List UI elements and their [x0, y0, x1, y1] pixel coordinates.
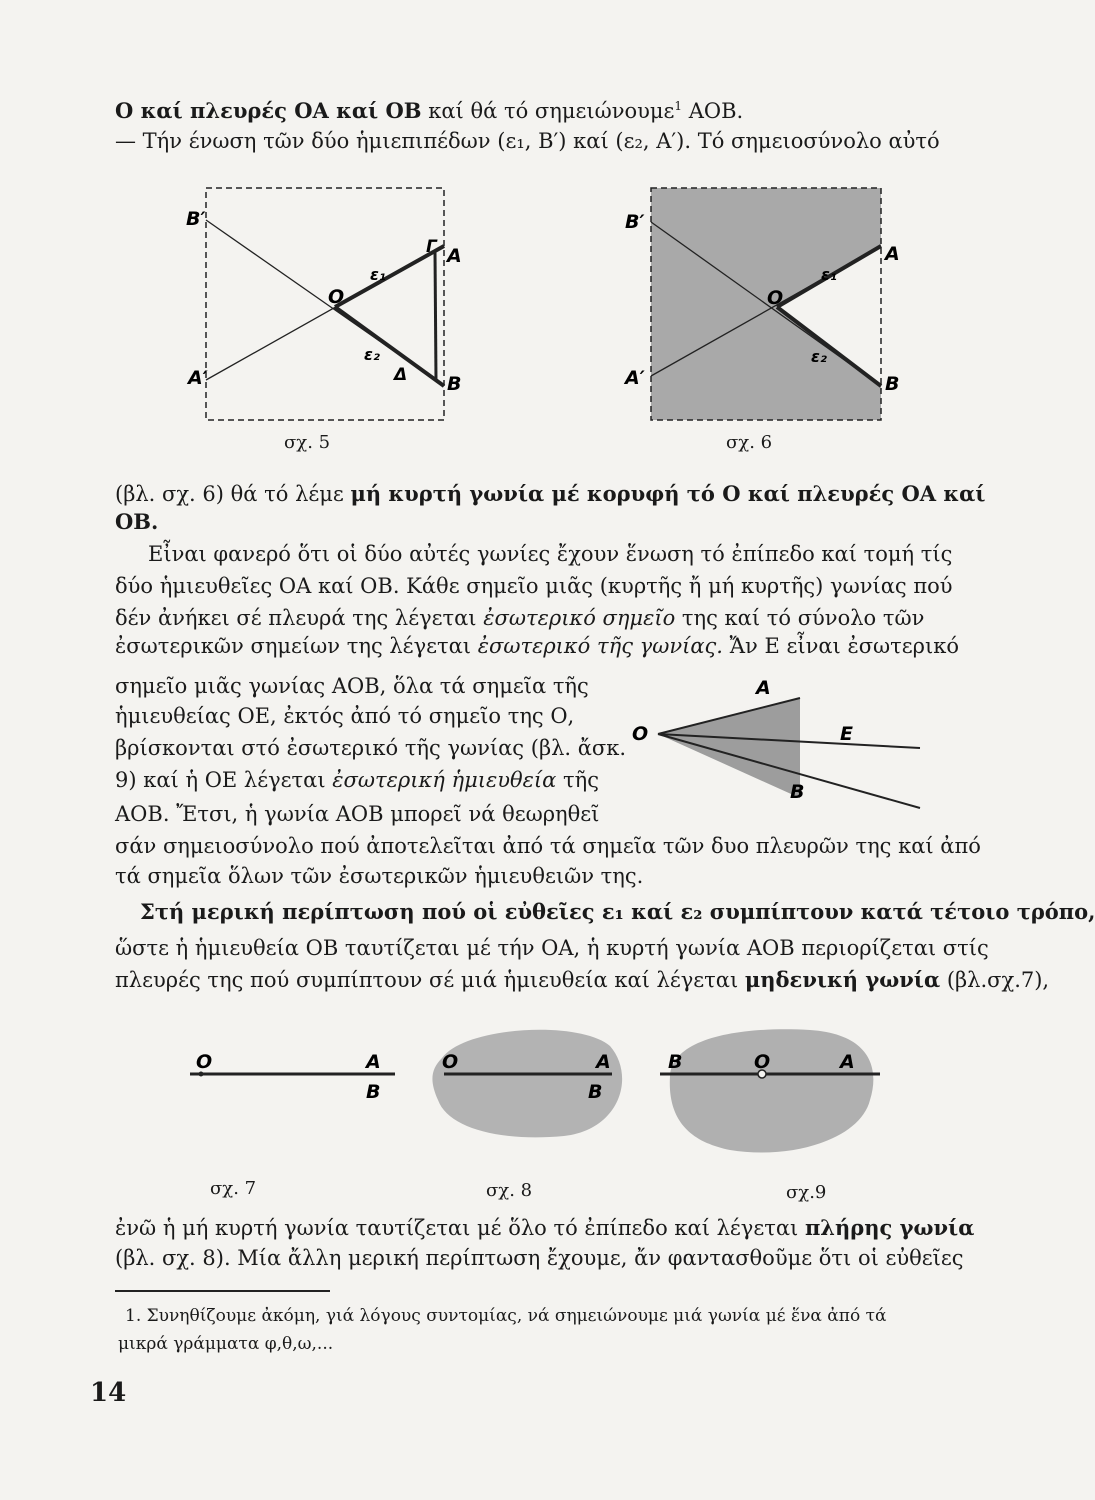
text-line-19 — [115, 1214, 974, 1242]
text: Ἔτσι, ἡ γωνία — [176, 802, 330, 826]
text-line-4: ΟΒ. — [115, 509, 159, 534]
text-line-1 — [115, 92, 743, 125]
footnote-ref: 1 — [674, 99, 683, 113]
label-E: E — [840, 723, 853, 745]
label-G: Γ — [426, 237, 437, 257]
label-B1: B′ — [186, 208, 206, 230]
text-line-17 — [115, 934, 989, 962]
label-B: B — [668, 1051, 683, 1073]
text: πλευρές της πού συμπίπτουν σέ μιά ἡμιευθεία καί λέγεται — [115, 968, 739, 992]
text-line-18 — [115, 966, 1049, 994]
label-A1: A′ — [188, 367, 208, 389]
bold-phrase: μηδενική γωνία — [744, 967, 941, 992]
label-O: O — [767, 287, 784, 309]
italic-term: ἐσωτερική ἡμιευθεία — [332, 768, 557, 792]
text: ἐνῶ ἡ μή κυρτή γωνία ταυτίζεται μέ ὅλο τό ἐπίπεδο καί λέγεται — [115, 1216, 799, 1240]
text-line-6: δύο ἡμιευθεῖες ΟΑ καί ΟΒ. Κάθε σημεῖο μιᾶς (κυρτῆς ἤ μή κυρτῆς) γωνίας πού — [115, 574, 953, 598]
angle-interior — [658, 698, 800, 798]
half-plane-region — [670, 1029, 874, 1152]
caption-fig5: σχ. 5 — [284, 432, 331, 453]
label-e1: ε₁ — [821, 265, 837, 284]
figure-9 — [660, 1029, 880, 1152]
label-B: B — [366, 1081, 381, 1103]
figure-interior-ray — [620, 668, 930, 818]
label-D: Δ — [394, 365, 408, 385]
text-line-10: ἡμιευθείας ΟΕ, ἐκτός ἀπό τό σημεῖο της Ο, — [115, 704, 575, 728]
page-number: 14 — [90, 1378, 127, 1408]
text-line-5: Εἶναι φανερό ὅτι οἱ δύο αὐτές γωνίες ἔχουν ἕνωση τό ἐπίπεδο καί τομή τίς — [148, 542, 953, 566]
text-line-7 — [115, 604, 924, 632]
footnote-rule — [115, 1290, 330, 1292]
dashed-frame — [206, 188, 444, 420]
caption-fig6: σχ. 6 — [726, 432, 773, 453]
label-A: A — [885, 243, 900, 265]
caption-fig9: σχ.9 — [786, 1182, 827, 1203]
label-O: O — [442, 1051, 459, 1073]
bold-phrase: μή κυρτή γωνία μέ κορυφή τό Ο καί πλευρές ΟΑ καί — [350, 481, 986, 506]
text-line-12 — [115, 766, 599, 794]
figures-7-8-9 — [180, 1020, 940, 1160]
segment-GD — [435, 252, 436, 380]
label-e2: ε₂ — [364, 345, 380, 364]
label-O: O — [328, 286, 345, 308]
bold-phrase: πλήρης γωνία — [804, 1215, 975, 1240]
label-A: A — [756, 677, 771, 699]
italic-term: ἐσωτερικό τῆς γωνίας. — [477, 634, 723, 658]
footnote-line-2: μικρά γράμματα φ,θ,ω,... — [118, 1334, 334, 1354]
angle-notation: ΑΟΒ. — [115, 802, 170, 826]
text-line-15: τά σημεῖα ὅλων τῶν ἐσωτερικῶν ἡμιευθειῶν της. — [115, 864, 644, 888]
label-B: B — [588, 1081, 603, 1103]
text-line-20: (βλ. σχ. 8). Μία ἄλλη μερική περίπτωση ἔχουμε, ἄν φαντασθοῦμε ὅτι οἱ εὐθεῖες — [115, 1246, 964, 1270]
text: της καί τό σύνολο τῶν — [681, 606, 925, 630]
label-A: A — [366, 1051, 381, 1073]
figure-8 — [432, 1030, 622, 1138]
caption-fig8: σχ. 8 — [486, 1180, 533, 1201]
angle-notation: ΑΟΒ — [746, 936, 795, 960]
text: καί θά τό σημειώνουμε — [428, 99, 675, 123]
label-e2: ε₂ — [811, 347, 827, 366]
label-B: B — [790, 781, 805, 803]
figure-6 — [615, 180, 915, 430]
text: ὥστε ἡ ἡμιευθεία ΟΒ ταυτίζεται μέ τήν ΟΑ, ἡ κυρτή γωνία — [115, 936, 741, 960]
angle-notation: ΑΟΒ — [335, 802, 384, 826]
label-O: O — [754, 1051, 771, 1073]
figure-5 — [180, 180, 480, 430]
angle-notation: ΑΟΒ, — [331, 674, 387, 698]
text-line-8 — [115, 632, 959, 660]
text: ἐσωτερικῶν σημείων της λέγεται — [115, 634, 472, 658]
text: Ἄν Ε εἶναι ἐσωτερικό — [729, 634, 960, 658]
figure-7 — [190, 1051, 395, 1103]
text: δέν ἀνήκει σέ πλευρά της λέγεται — [115, 606, 477, 630]
text: τῆς — [563, 768, 599, 792]
text: (βλ. σχ. 6) θά τό λέμε — [115, 482, 344, 506]
text-line-3 — [115, 480, 985, 508]
bold-phrase: Ο καί πλευρές ΟΑ καί ΟΒ — [115, 98, 422, 123]
text-line-2: — Τήν ένωση τῶν δύο ἡμιεπιπέδων (ε₁, Β′) καί (ε₂, Α′). Τό σημειοσύνολο αὐτό — [115, 129, 940, 153]
text: μπορεῖ νά θεωρηθεῖ — [390, 802, 600, 826]
text-line-11: βρίσκονται στό ἐσωτερικό τῆς γωνίας (βλ. ἄσκ. — [115, 736, 627, 760]
text-line-13 — [115, 800, 599, 828]
angle-notation: ΑΟΒ. — [688, 99, 744, 123]
label-B: B — [447, 373, 462, 395]
ray-OB — [335, 307, 444, 386]
text: (βλ.σχ.7), — [946, 968, 1050, 992]
caption-fig7: σχ. 7 — [210, 1178, 257, 1199]
label-O: O — [632, 723, 649, 745]
label-A: A — [840, 1051, 855, 1073]
label-B1: B′ — [625, 211, 645, 233]
footnote-line-1: 1. Συνηθίζουμε ἀκόμη, γιά λόγους συντομίας, νά σημειώνουμε μιά γωνία μέ ἕνα ἀπό τά — [125, 1306, 887, 1326]
text-line-14: σάν σημειοσύνολο πού ἀποτελεῖται ἀπό τά σημεῖα τῶν δυο πλευρῶν της καί ἀπό — [115, 834, 981, 858]
text: σημεῖο μιᾶς γωνίας — [115, 674, 326, 698]
text: περιορίζεται στίς — [801, 936, 989, 960]
text: 9) καί ἡ ΟΕ λέγεται — [115, 768, 326, 792]
label-B: B — [885, 373, 900, 395]
text-line-9 — [115, 672, 589, 700]
italic-term: ἐσωτερικό σημεῖο — [483, 606, 676, 630]
label-A: A — [447, 245, 462, 267]
text: ὅλα τά σημεῖα τῆς — [393, 674, 589, 698]
label-A1: A′ — [625, 367, 645, 389]
label-A: A — [596, 1051, 611, 1073]
label-e1: ε₁ — [370, 265, 386, 284]
text-line-16: Στή μερική περίπτωση πού οἱ εὐθεῖες ε₁ καί ε₂ συμπίπτουν κατά τέτοιο τρόπο, — [140, 899, 1095, 924]
label-O: O — [196, 1051, 213, 1073]
